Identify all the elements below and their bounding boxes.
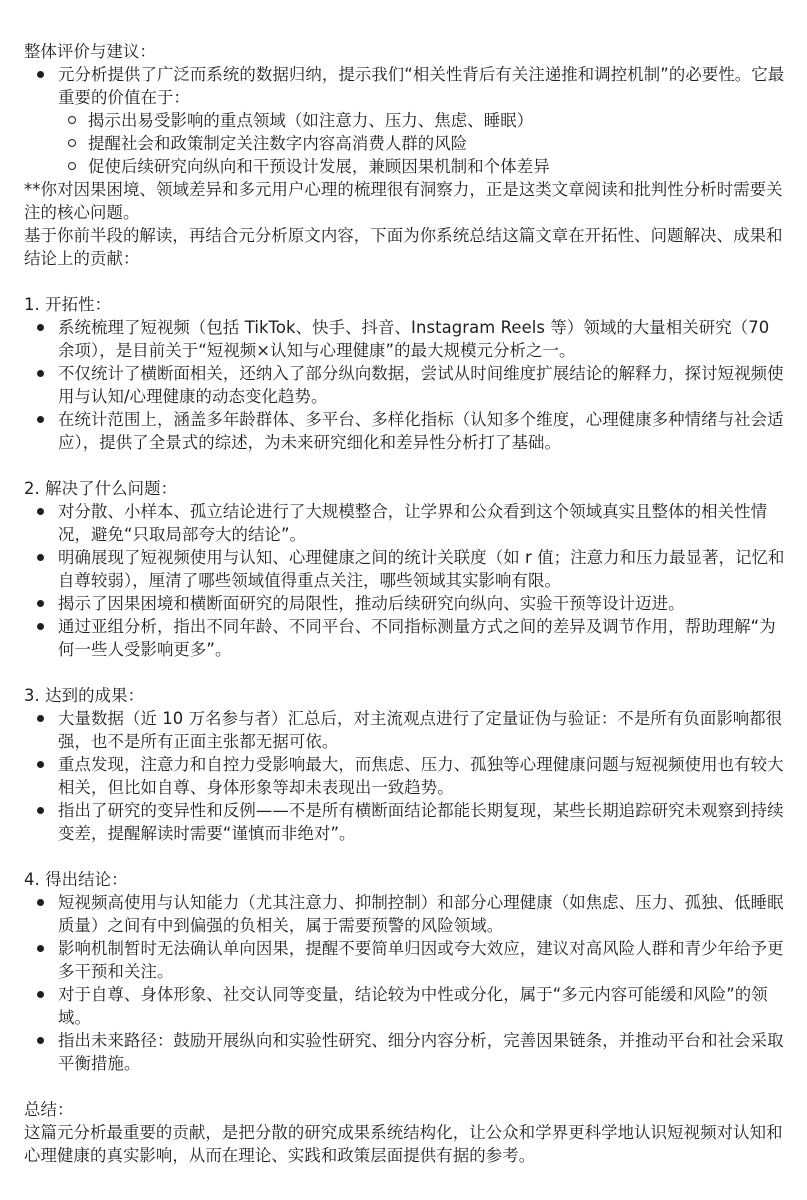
intro-list: [24, 63, 785, 178]
spacer: [24, 454, 785, 477]
summary-text: 这篇元分析最重要的贡献，是把分散的研究成果系统结构化，让公众和学界更科学地认识短视频对认知和心理健康的真实影响，从而在理论、实践和政策层面提供有据的参考。: [24, 1123, 783, 1165]
intro-sub-item: 提醒社会和政策制定关注数字内容高消费人群的风险: [88, 132, 785, 155]
list-item: 影响机制暂时无法确认单向因果，提醒不要简单归因或夸大效应，建议对高风险人群和青少年给予更多干预和关注。: [58, 939, 784, 981]
section-heading-conclusions: 4. 得出结论：: [24, 870, 128, 889]
section-heading-problems: 2. 解决了什么问题：: [24, 479, 178, 498]
intro-sub-item: 促使后续研究向纵向和干预设计发展，兼顾因果机制和个体差异: [88, 155, 785, 178]
section-heading-innovation: 1. 开拓性：: [24, 295, 112, 314]
intro-lead: 基于你前半段的解读，再结合元分析原文内容，下面为你系统总结这篇文章在开拓性、问题解决、成果和结论上的贡献：: [24, 226, 783, 268]
spacer: [24, 845, 785, 868]
list-item: 对分散、小样本、孤立结论进行了大规模整合，让学界和公众看到这个领域真实且整体的相关性情况，避免“只取局部夸大的结论”。: [58, 500, 785, 546]
list-item: 指出未来路径：鼓励开展纵向和实验性研究、细分内容分析，完善因果链条，并推动平台和社会采取平衡措施。: [58, 1031, 784, 1073]
section-list-conclusions: [24, 891, 785, 1075]
list-item: 指出了研究的变异性和反例——不是所有横断面结论都能长期复现，某些长期追踪研究未观察到持续变差，提醒解读时需要“谨慎而非绝对”。: [58, 801, 784, 843]
list-item: 重点发现，注意力和自控力受影响最大，而焦虑、压力、孤独等心理健康问题与短视频使用也有较大相关，但比如自尊、身体形象等却未表现出一致趋势。: [58, 755, 784, 797]
list-item: 揭示了因果困境和横断面研究的局限性，推动后续研究向纵向、实验干预等设计迈进。: [58, 592, 785, 615]
section-list-innovation: [24, 316, 785, 454]
list-item: 不仅统计了横断面相关，还纳入了部分纵向数据，尝试从时间维度扩展结论的解释力，探讨短视频使用与认知/心理健康的动态变化趋势。: [58, 364, 784, 406]
spacer: [24, 661, 785, 684]
list-item: 明确展现了短视频使用与认知、心理健康之间的统计关联度（如 r 值；注意力和压力最显著，记忆和自尊较弱），厘清了哪些领域值得重点关注，哪些领域其实影响有限。: [58, 548, 785, 590]
section-heading-results: 3. 达到的成果：: [24, 686, 145, 705]
intro-note: **你对因果困境、领域差异和多元用户心理的梳理很有洞察力，正是这类文章阅读和批判性分析时需要关注的核心问题。: [24, 180, 783, 222]
list-item: 短视频高使用与认知能力（尤其注意力、抑制控制）和部分心理健康（如焦虑、压力、孤独、低睡眠质量）之间有中到偏强的负相关，属于需要预警的风险领域。: [58, 893, 784, 935]
intro-bullet: [58, 63, 785, 178]
list-item: 对于自尊、身体形象、社交认同等变量，结论较为中性或分化，属于“多元内容可能缓和风险”的领域。: [58, 983, 785, 1029]
section-list-problems: [24, 500, 785, 661]
spacer: [24, 270, 785, 293]
list-item: 系统梳理了短视频（包括 TikTok、快手、抖音、Instagram Reels 等）领域的大量相关研究（70 余项），是目前关于“短视频×认知与心理健康”的最大规模元分析之一。: [58, 316, 785, 362]
section-list-results: [24, 707, 785, 845]
summary-heading: 总结：: [24, 1100, 74, 1119]
list-item: 通过亚组分析，指出不同年龄、不同平台、不同指标测量方式之间的差异及调节作用，帮助理解“为何一些人受影响更多”。: [58, 615, 785, 661]
list-item: 大量数据（近 10 万名参与者）汇总后，对主流观点进行了定量证伪与验证：不是所有负面影响都很强，也不是所有正面主张都无据可依。: [58, 707, 785, 753]
intro-heading: 整体评价与建议：: [24, 42, 156, 61]
spacer: [24, 1075, 785, 1098]
intro-sublist: [58, 109, 785, 178]
list-item: 在统计范围上，涵盖多年龄群体、多平台、多样化指标（认知多个维度，心理健康多种情绪与社会适应），提供了全景式的综述，为未来研究细化和差异性分析打了基础。: [58, 410, 784, 452]
intro-sub-item: 揭示出易受影响的重点领域（如注意力、压力、焦虑、睡眠）: [88, 109, 785, 132]
intro-bullet-text: 元分析提供了广泛而系统的数据归纳，提示我们“相关性背后有关注递推和调控机制”的必要性。它最重要的价值在于：: [58, 65, 785, 107]
